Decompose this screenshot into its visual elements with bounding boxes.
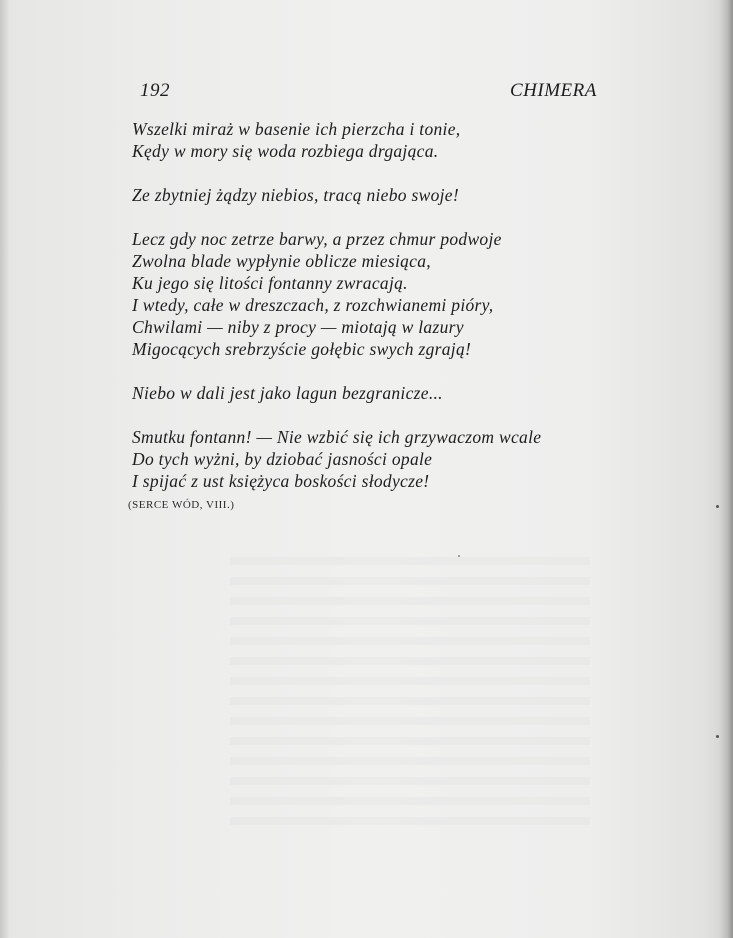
running-title: CHIMERA [510, 80, 597, 101]
poem-line: Kędy w mory się woda rozbiega drgająca. [132, 141, 439, 161]
poem-line: Wszelki miraż w basenie ich pierzcha i tonie, [132, 119, 461, 139]
poem-line: Chwilami — niby z procy — miotają w lazury [132, 317, 464, 337]
source-citation: (SERCE WÓD, VIII.) [128, 499, 235, 511]
stanza-1 [132, 118, 602, 162]
paper-speck [458, 555, 460, 557]
poem-line: Smutku fontann! — Nie wzbić się ich grzywaczom wcale [132, 427, 542, 447]
stanza-3 [132, 228, 602, 360]
paper-speck [716, 735, 719, 738]
paper-speck [716, 505, 719, 508]
poem-text [132, 118, 602, 514]
stanza-5 [132, 426, 602, 492]
poem-line: Niebo w dali jest jako lagun bezgranicze... [132, 383, 443, 403]
page-number: 192 [140, 80, 170, 101]
poem-line: Do tych wyżni, by dziobać jasności opale [132, 449, 433, 469]
stanza-2 [132, 184, 602, 206]
poem-line: Lecz gdy noc zetrze barwy, a przez chmur podwoje [132, 229, 502, 249]
poem-line: Zwolna blade wypłynie oblicze miesiąca, [132, 251, 431, 271]
poem-line: Ze zbytniej żądzy niebios, tracą niebo swoje! [132, 185, 460, 205]
page-left-shadow [0, 0, 10, 938]
poem-line: I spijać z ust księżyca boskości słodycze! [132, 471, 430, 491]
stanza-4 [132, 382, 602, 404]
poem-line: I wtedy, całe w dreszczach, z rozchwianemi pióry, [132, 295, 494, 315]
poem-line: Ku jego się litości fontanny zwracają. [132, 273, 408, 293]
page-right-shadow [719, 0, 733, 938]
poem-line: Migocących srebrzyście gołębic swych zgrają! [132, 339, 472, 359]
show-through-text [230, 545, 590, 835]
